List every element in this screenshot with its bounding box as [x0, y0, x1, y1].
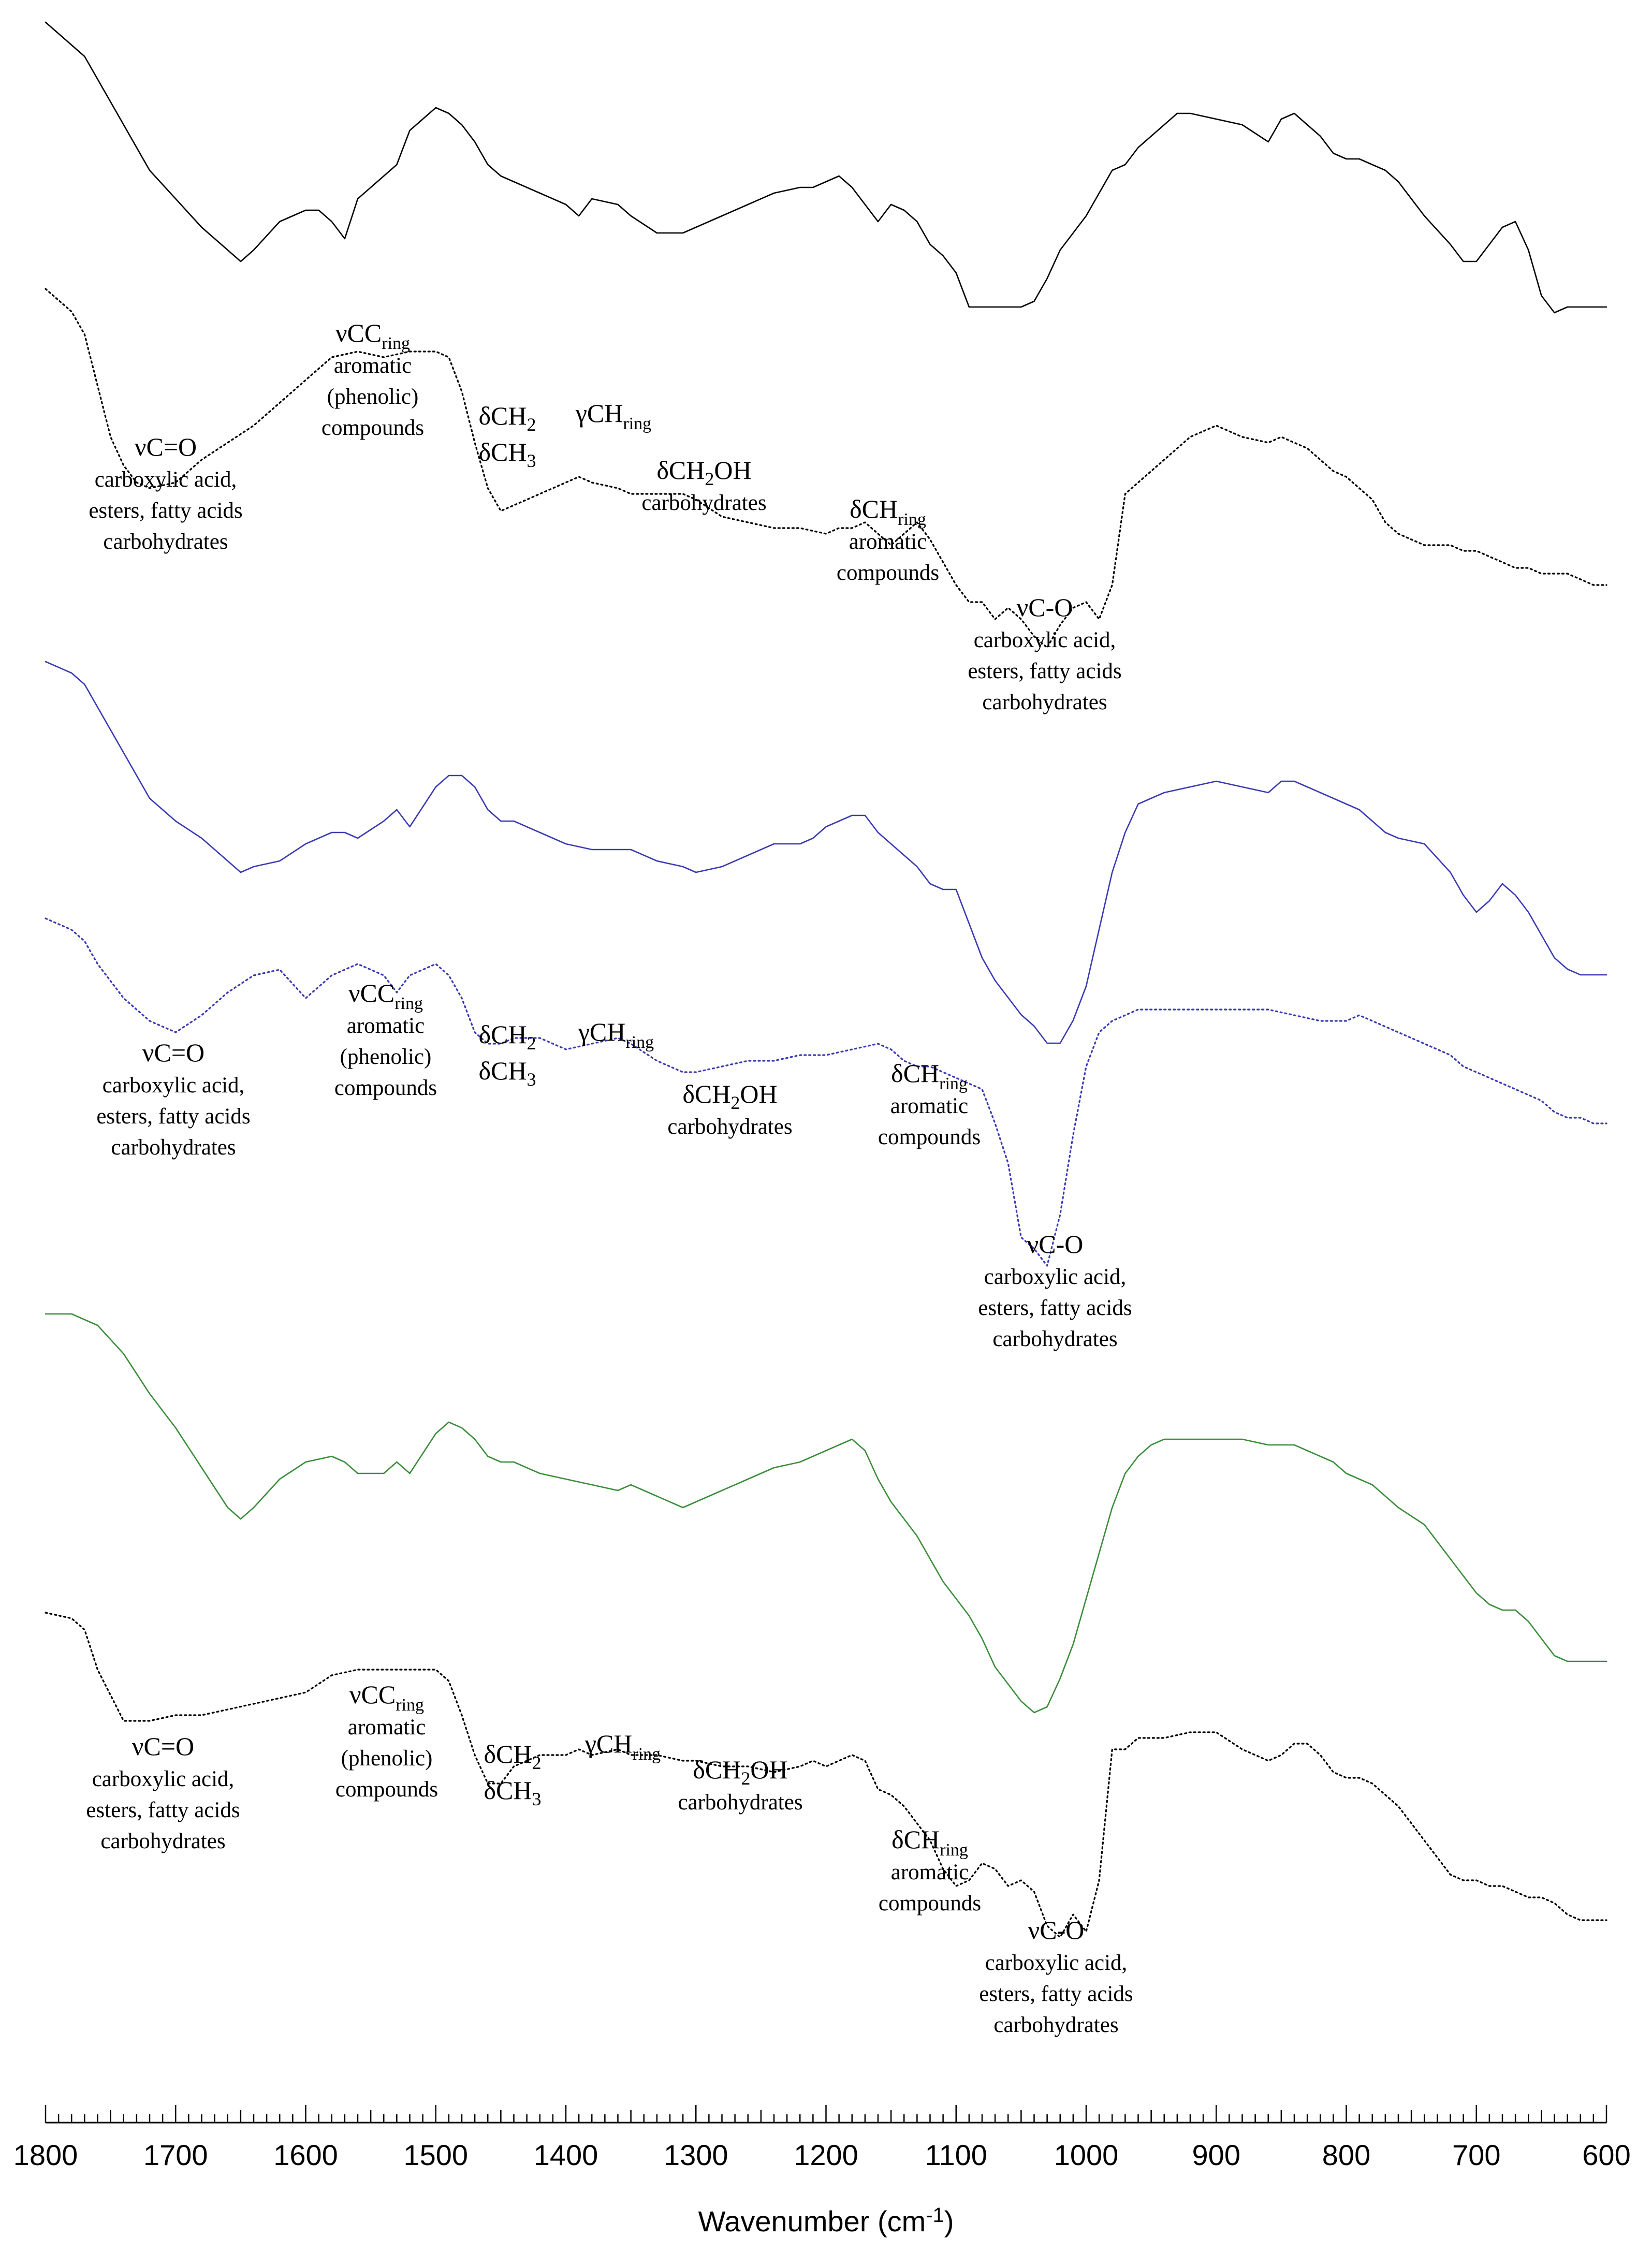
- spectrum-series-3: [46, 662, 1606, 1043]
- x-axis: [13, 2105, 1631, 2171]
- annotation-1-1: [89, 432, 242, 554]
- annotation-3-3: [484, 1740, 541, 1773]
- annotation-label-main: δCH: [484, 1776, 532, 1805]
- annotation-label-main: δCH: [682, 1079, 731, 1108]
- annotation-2-7: [878, 1059, 981, 1149]
- annotation-label-subscript: ring: [632, 1745, 661, 1764]
- annotation-label-subscript: ring: [394, 994, 423, 1013]
- annotation-2-3: [478, 1020, 536, 1054]
- annotation-label-subscript: 2: [527, 414, 536, 435]
- x-axis-tick-label: 1500: [403, 2139, 469, 2171]
- annotation-label: [891, 1825, 968, 1860]
- annotation-label-main: νC=O: [131, 1732, 195, 1761]
- annotation-line: carbohydrates: [982, 690, 1107, 714]
- annotation-line: compounds: [334, 1076, 437, 1100]
- annotation-line: carboxylic acid,: [94, 467, 237, 492]
- annotation-label: [478, 437, 536, 471]
- annotation-label-main: δCH: [850, 494, 898, 523]
- annotation-label-subscript: 3: [527, 1069, 536, 1090]
- annotation-label-main: νC=O: [134, 432, 197, 461]
- annotation-label-subscript: ring: [382, 334, 411, 353]
- annotation-3-4: [484, 1776, 541, 1809]
- annotation-label-subscript: ring: [939, 1074, 968, 1093]
- annotation-line: (phenolic): [327, 385, 419, 409]
- annotation-label-main: δCH: [891, 1825, 940, 1854]
- annotation-line: esters, fatty acids: [86, 1798, 240, 1822]
- x-axis-title-main: Wavenumber (cm: [698, 2205, 926, 2238]
- annotation-label-subscript: ring: [623, 414, 652, 433]
- annotation-label: [682, 1079, 777, 1113]
- annotation-line: aromatic: [346, 1014, 425, 1038]
- annotation-2-5: [578, 1017, 654, 1052]
- spectrum-series-4: [46, 918, 1606, 1266]
- annotation-line: carboxylic acid,: [985, 1951, 1128, 1975]
- annotation-label-main: δCH: [656, 456, 705, 485]
- annotation-label-main: δCH: [478, 1056, 527, 1085]
- annotation-label-main: νC=O: [142, 1038, 205, 1067]
- annotation-label-subscript: ring: [396, 1695, 425, 1715]
- annotation-label: [484, 1740, 541, 1773]
- annotation-label: [584, 1729, 661, 1764]
- annotation-1-8: [968, 593, 1121, 714]
- x-axis-tick-label: 1200: [794, 2139, 858, 2171]
- annotation-3-7: [879, 1825, 981, 1916]
- annotation-label-subscript: 2: [730, 1092, 740, 1113]
- annotation-label-tail: OH: [740, 1079, 778, 1108]
- annotation-1-4: [478, 437, 536, 471]
- annotation-line: aromatic: [347, 1715, 426, 1740]
- annotation-line: carbohydrates: [103, 530, 228, 554]
- annotation-label-main: γCH: [584, 1729, 633, 1758]
- annotation-line: compounds: [335, 1777, 438, 1802]
- annotation-label: [656, 456, 751, 489]
- x-axis-tick-label: 1000: [1054, 2139, 1119, 2171]
- annotation-label: [891, 1059, 968, 1093]
- annotation-line: (phenolic): [341, 1746, 433, 1771]
- annotation-label-tail: OH: [750, 1755, 788, 1784]
- annotation-line: carbohydrates: [678, 1790, 803, 1815]
- annotation-line: carbohydrates: [100, 1829, 226, 1853]
- x-axis-title: [698, 2204, 954, 2238]
- annotation-label-subscript: ring: [940, 1840, 968, 1860]
- spectrum-series-2: [46, 289, 1606, 648]
- annotation-line: aromatic: [890, 1094, 969, 1118]
- annotation-line: esters, fatty acids: [979, 1982, 1133, 2006]
- annotation-label-main: δCH: [478, 401, 527, 430]
- annotation-line: carboxylic acid,: [973, 628, 1116, 652]
- x-axis-tick-label: 1800: [13, 2139, 78, 2171]
- x-axis-tick-label: 800: [1322, 2139, 1371, 2171]
- annotation-line: carboxylic acid,: [102, 1073, 245, 1098]
- annotation-line: (phenolic): [340, 1045, 432, 1069]
- annotation-label-main: δCH: [484, 1740, 532, 1768]
- annotation-2-2: [334, 978, 437, 1100]
- annotation-line: esters, fatty acids: [978, 1296, 1132, 1320]
- annotation-label-main: νC-O: [1028, 1916, 1085, 1945]
- annotation-label-subscript: ring: [898, 510, 926, 529]
- annotation-label: [348, 978, 423, 1013]
- spectra-layer: [46, 22, 1606, 1937]
- annotation-1-7: [837, 494, 939, 585]
- x-axis-title-sup: -1: [926, 2204, 944, 2227]
- x-axis-tick-label: 1400: [533, 2139, 598, 2171]
- annotation-line: carboxylic acid,: [92, 1767, 235, 1791]
- annotation-label: [575, 399, 651, 433]
- spectrum-series-6: [46, 1613, 1606, 1937]
- annotation-label: [478, 1020, 536, 1054]
- annotation-1-6: [641, 456, 766, 515]
- annotation-line: compounds: [878, 1125, 981, 1149]
- spectrum-series-1: [46, 22, 1606, 313]
- x-axis-tick-label: 700: [1452, 2139, 1501, 2171]
- annotation-label-main: νCC: [335, 318, 382, 347]
- band-annotations-layer: [86, 318, 1133, 2037]
- annotation-line: carbohydrates: [641, 491, 767, 515]
- annotation-line: aromatic: [849, 530, 927, 554]
- annotation-label: [1027, 1230, 1084, 1259]
- x-axis-tick-label: 1100: [925, 2139, 987, 2171]
- annotation-label-subscript: ring: [625, 1033, 654, 1052]
- annotation-label-main: νC-O: [1027, 1230, 1084, 1259]
- x-axis-tick-label: 1300: [663, 2139, 728, 2171]
- annotation-label-subscript: 3: [532, 1789, 542, 1809]
- annotation-label-main: δCH: [478, 437, 527, 466]
- annotation-label: [693, 1755, 787, 1789]
- annotation-label-subscript: 2: [532, 1752, 542, 1773]
- annotation-3-1: [86, 1732, 240, 1853]
- annotation-line: compounds: [878, 1891, 982, 1916]
- annotation-2-4: [478, 1056, 536, 1090]
- annotation-label: [335, 318, 410, 353]
- annotation-label: [578, 1017, 654, 1052]
- annotation-line: carbohydrates: [111, 1135, 236, 1160]
- annotation-line: compounds: [836, 561, 940, 585]
- x-axis-title-close: ): [944, 2205, 954, 2238]
- annotation-label: [349, 1680, 424, 1715]
- annotation-label-subscript: 2: [705, 469, 714, 489]
- annotation-line: carbohydrates: [992, 1327, 1118, 1351]
- spectrum-series-5: [46, 1314, 1606, 1713]
- annotation-2-8: [978, 1230, 1132, 1351]
- annotation-line: carbohydrates: [993, 2013, 1119, 2037]
- annotation-label: [1028, 1916, 1085, 1945]
- annotation-label-main: δCH: [891, 1059, 940, 1088]
- annotation-label-subscript: 2: [527, 1033, 536, 1054]
- annotation-label: [1017, 593, 1073, 622]
- annotation-label-main: δCH: [478, 1020, 527, 1049]
- annotation-line: esters, fatty acids: [96, 1104, 251, 1129]
- annotation-label: [484, 1776, 541, 1809]
- annotation-2-1: [96, 1038, 250, 1160]
- annotation-1-2: [321, 318, 424, 440]
- annotation-3-5: [584, 1729, 661, 1764]
- annotation-line: compounds: [321, 416, 425, 440]
- annotation-1-5: [575, 399, 651, 433]
- annotation-2-6: [667, 1079, 792, 1139]
- annotation-label: [478, 1056, 536, 1090]
- annotation-line: carboxylic acid,: [984, 1265, 1127, 1289]
- annotation-3-2: [335, 1680, 438, 1802]
- annotation-line: esters, fatty acids: [89, 499, 243, 523]
- annotation-line: aromatic: [890, 1860, 969, 1884]
- annotation-3-8: [979, 1916, 1133, 2037]
- annotation-label-main: γCH: [578, 1017, 626, 1046]
- annotation-line: aromatic: [333, 354, 412, 378]
- annotation-label-tail: OH: [714, 456, 752, 485]
- annotation-label-subscript: 2: [741, 1768, 751, 1789]
- annotation-label-main: νCC: [348, 978, 395, 1007]
- annotation-label-main: νC-O: [1016, 593, 1073, 622]
- annotation-line: esters, fatty acids: [968, 659, 1122, 683]
- annotation-label: [135, 432, 197, 461]
- annotation-label-main: γCH: [575, 399, 623, 428]
- annotation-label-subscript: 3: [527, 450, 536, 471]
- x-axis-tick-label: 1700: [143, 2139, 208, 2171]
- annotation-label: [478, 401, 536, 435]
- x-axis-tick-label: 600: [1582, 2139, 1631, 2171]
- annotation-1-3: [478, 401, 536, 435]
- annotation-label: [132, 1732, 194, 1761]
- x-axis-tick-label: 1600: [273, 2139, 338, 2171]
- annotation-3-6: [678, 1755, 802, 1815]
- x-axis-tick-label: 900: [1192, 2139, 1240, 2171]
- annotation-label-main: νCC: [349, 1680, 396, 1709]
- annotation-label-main: δCH: [693, 1755, 741, 1784]
- annotation-line: carbohydrates: [667, 1115, 793, 1139]
- annotation-label: [142, 1038, 204, 1067]
